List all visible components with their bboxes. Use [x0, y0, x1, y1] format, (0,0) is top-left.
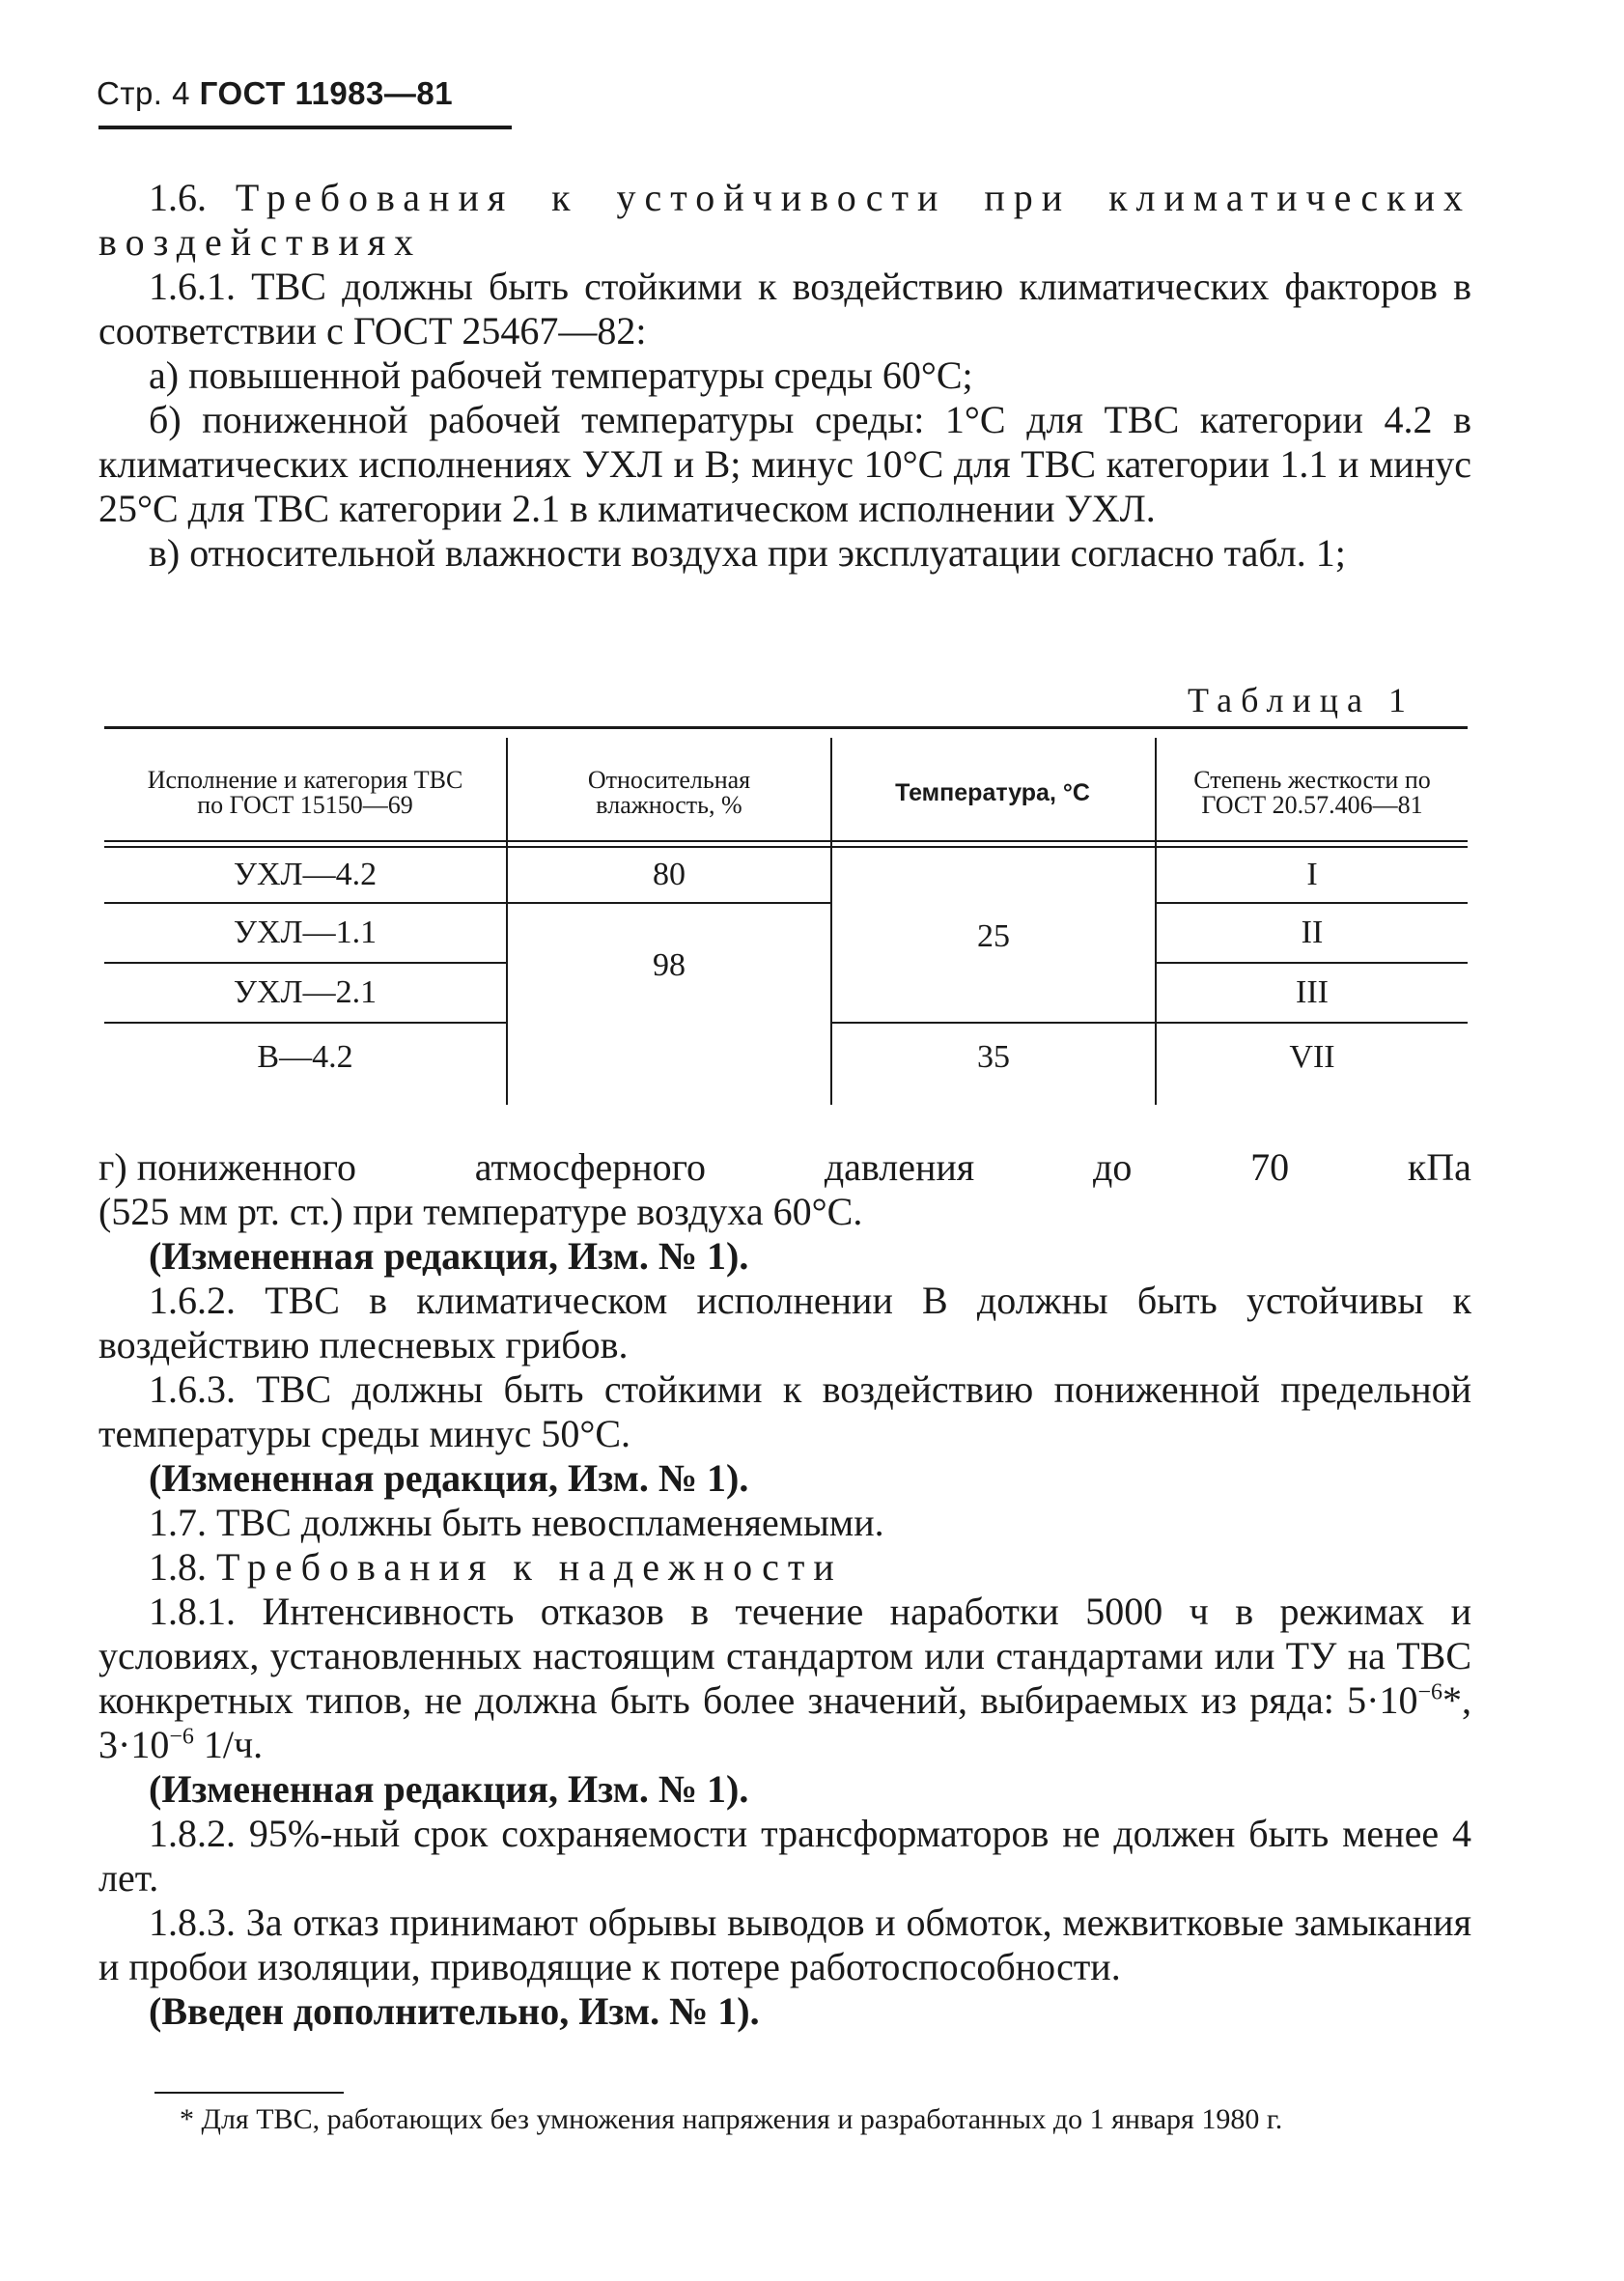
- table-cell-execution: В—4.2: [257, 1039, 353, 1075]
- amendment-note: (Измененная редакция, Изм. № 1).: [149, 1456, 749, 1500]
- failure-rate-value-1: 5·10: [1347, 1678, 1418, 1722]
- page-header: [97, 75, 453, 112]
- amendment-note: (Введен дополнительно, Изм. № 1).: [149, 1989, 760, 2033]
- item-g-word: давления: [824, 1145, 975, 1189]
- amendment-note: (Измененная редакция, Изм. № 1).: [149, 1767, 749, 1811]
- footnote-rule: [154, 2092, 344, 2094]
- paragraph-1-7: 1.7. ТВС должны быть невоспламеняемыми.: [149, 1501, 884, 1544]
- table-cell-severity: I: [1306, 857, 1318, 892]
- item-g-word: 70: [1250, 1145, 1290, 1189]
- table-top-rule: [104, 726, 1468, 729]
- table-header-execution: Исполнение и категория ТВС по ГОСТ 15150—69: [147, 766, 463, 819]
- table-header-temperature: Температура, °С: [895, 779, 1090, 806]
- table-1: [104, 726, 1468, 1112]
- table-vline-1: [506, 738, 508, 1105]
- item-b: б) пониженной рабочей температуры среды: 1°С для ТВС категории 4.2 в климатических исполнениях УХЛ и В; минус 10°С для ТВС категории 1.1 и минус 25°С для ТВС категории 2.1 в климатическом исполнении УХЛ.: [98, 398, 1471, 530]
- failure-rate-exponent-2: −6: [169, 1724, 194, 1750]
- amendment-note: (Измененная редакция, Изм. № 1).: [149, 1234, 749, 1278]
- item-g-continued: (525 мм рт. ст.) при температуре воздуха 60°С.: [98, 1190, 863, 1233]
- heading-1-6-number: 1.6.: [149, 176, 207, 219]
- header-rule: [98, 126, 512, 129]
- footnote: [114, 2101, 1471, 2138]
- failure-rate-exponent-1: −6: [1417, 1679, 1442, 1705]
- table-cell-execution: УХЛ—2.1: [233, 974, 378, 1010]
- item-g-word: г) пониженного: [98, 1145, 357, 1189]
- paragraph-1-8-1: [98, 1590, 1471, 1767]
- text-after-table: [98, 1145, 1471, 2034]
- standard-number: ГОСТ 11983—81: [199, 75, 454, 111]
- item-g-word: атмосферного: [474, 1145, 707, 1189]
- paragraph-1-8-2: 1.8.2. 95%-ный срок сохраняемости трансформаторов не должен быть менее 4 лет.: [98, 1812, 1471, 1900]
- item-g-word: кПа: [1407, 1145, 1471, 1189]
- paragraph-1-8-1-text: 1.8.1. Интенсивность отказов в течение наработки 5000 ч в режимах и условиях, установленных настоящим стандартом или стандартами или ТУ на ТВС конкретных типов, не должна быть более значений, выбираемых из ряда:: [98, 1590, 1471, 1722]
- paragraph-1-6-1: 1.6.1. ТВС должны быть стойкими к воздействию климатических факторов в соответствии с ГОСТ 25467—82:: [98, 265, 1471, 352]
- paragraph-1-6-2: 1.6.2. ТВС в климатическом исполнении В должны быть устойчивы к воздействию плесневых грибов.: [98, 1279, 1471, 1366]
- table-cell-severity: II: [1301, 915, 1324, 950]
- table-cell-execution: УХЛ—4.2: [233, 857, 378, 892]
- table-cell-temperature: 35: [977, 1039, 1010, 1075]
- heading-1-6-text: Требования к устойчивости при климатических воздействиях: [98, 176, 1471, 264]
- paragraph-1-6-3: 1.6.3. ТВС должны быть стойкими к воздействию пониженной предельной температуры среды минус 50°С.: [98, 1367, 1471, 1455]
- section-1-6: [98, 176, 1471, 576]
- item-g-word: до: [1092, 1145, 1133, 1189]
- table-header-rule: [104, 840, 1468, 842]
- heading-1-8-text: Требования к надежности: [216, 1545, 843, 1589]
- table-cell-severity: III: [1296, 974, 1329, 1010]
- page-label: Стр. 4: [97, 75, 190, 111]
- table-cell-humidity: 98: [653, 947, 686, 983]
- failure-rate-unit: 1/ч.: [193, 1723, 264, 1766]
- table-cell-humidity: 80: [653, 857, 686, 892]
- failure-rate-value-2: *, 3·10: [98, 1678, 1471, 1766]
- paragraph-1-8-3: 1.8.3. За отказ принимают обрывы выводов и обмоток, межвитковые замыкания и пробои изоляции, приводящие к потере работоспособности.: [98, 1901, 1471, 1988]
- footnote-text: * Для ТВС, работающих без умножения напряжения и разработанных до 1 января 1980 г.: [180, 2103, 1283, 2135]
- heading-1-8: [98, 1545, 1471, 1590]
- table-header-humidity: Относительная влажность, %: [587, 766, 751, 819]
- item-g: [98, 1145, 1471, 1190]
- table-caption: Таблица 1: [1188, 681, 1414, 719]
- table-cell-temperature: 25: [977, 918, 1010, 954]
- item-v: в) относительной влажности воздуха при эксплуатации согласно табл. 1;: [149, 531, 1346, 575]
- table-header-severity: Степень жесткости по ГОСТ 20.57.406—81: [1193, 766, 1431, 819]
- item-a: а) повышенной рабочей температуры среды 60°С;: [149, 353, 973, 397]
- heading-1-8-number: 1.8.: [149, 1545, 207, 1589]
- table-cell-execution: УХЛ—1.1: [233, 915, 378, 950]
- table-cell-severity: VII: [1289, 1039, 1335, 1075]
- heading-1-6: [98, 176, 1471, 265]
